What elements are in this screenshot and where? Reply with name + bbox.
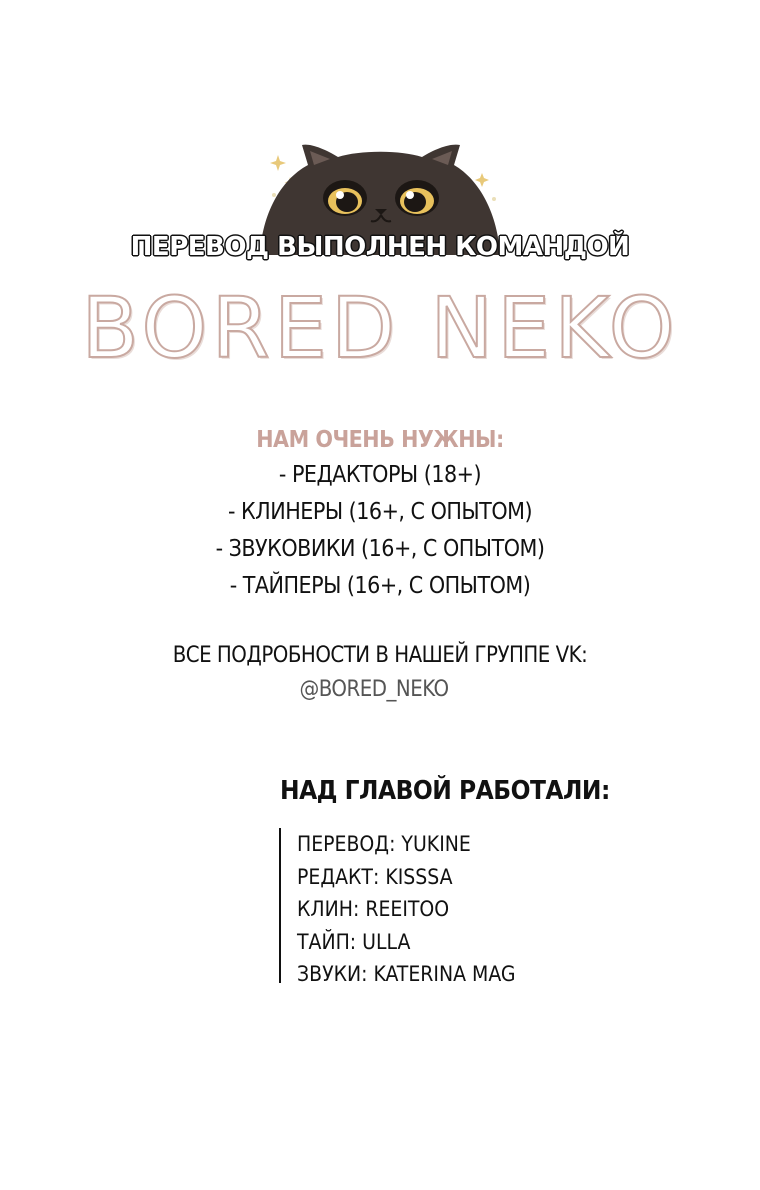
credit-row-sound: ЗВУКИ: KATERINA MAG	[297, 962, 516, 986]
chapter-credits-heading: НАД ГЛАВОЙ РАБОТАЛИ:	[280, 776, 610, 806]
recruitment-heading: НАМ ОЧЕНЬ НУЖНЫ:	[256, 427, 504, 453]
recruitment-item: - ЗВУКОВИКИ (16+, С ОПЫТОМ)	[215, 536, 545, 562]
team-logo-text: BORED NEKO	[81, 279, 679, 377]
credit-row-editing: РЕДАКТ: KISSSA	[297, 864, 453, 889]
credit-heading: ПЕРЕВОД ВЫПОЛНЕН КОМАНДОЙ	[130, 232, 630, 262]
recruitment-item: - КЛИНЕРЫ (16+, С ОПЫТОМ)	[227, 499, 533, 525]
recruitment-item: - РЕДАКТОРЫ (18+)	[278, 462, 482, 488]
group-info-text: ВСЕ ПОДРОБНОСТИ В НАШЕЙ ГРУППЕ VK:	[172, 643, 588, 668]
recruitment-item: - ТАЙПЕРЫ (16+, С ОПЫТОМ)	[229, 573, 531, 599]
credit-row-typesetting: ТАЙП: ULLA	[297, 929, 411, 954]
credit-row-cleaning: КЛИН: REEITOO	[297, 897, 450, 921]
recruitment-section	[0, 423, 760, 605]
chapter-credits-list	[279, 828, 597, 986]
group-handle-link[interactable]: @BORED_NEKO	[299, 677, 449, 702]
credit-row-translation: ПЕРЕВОД: YUKINE	[297, 832, 471, 856]
